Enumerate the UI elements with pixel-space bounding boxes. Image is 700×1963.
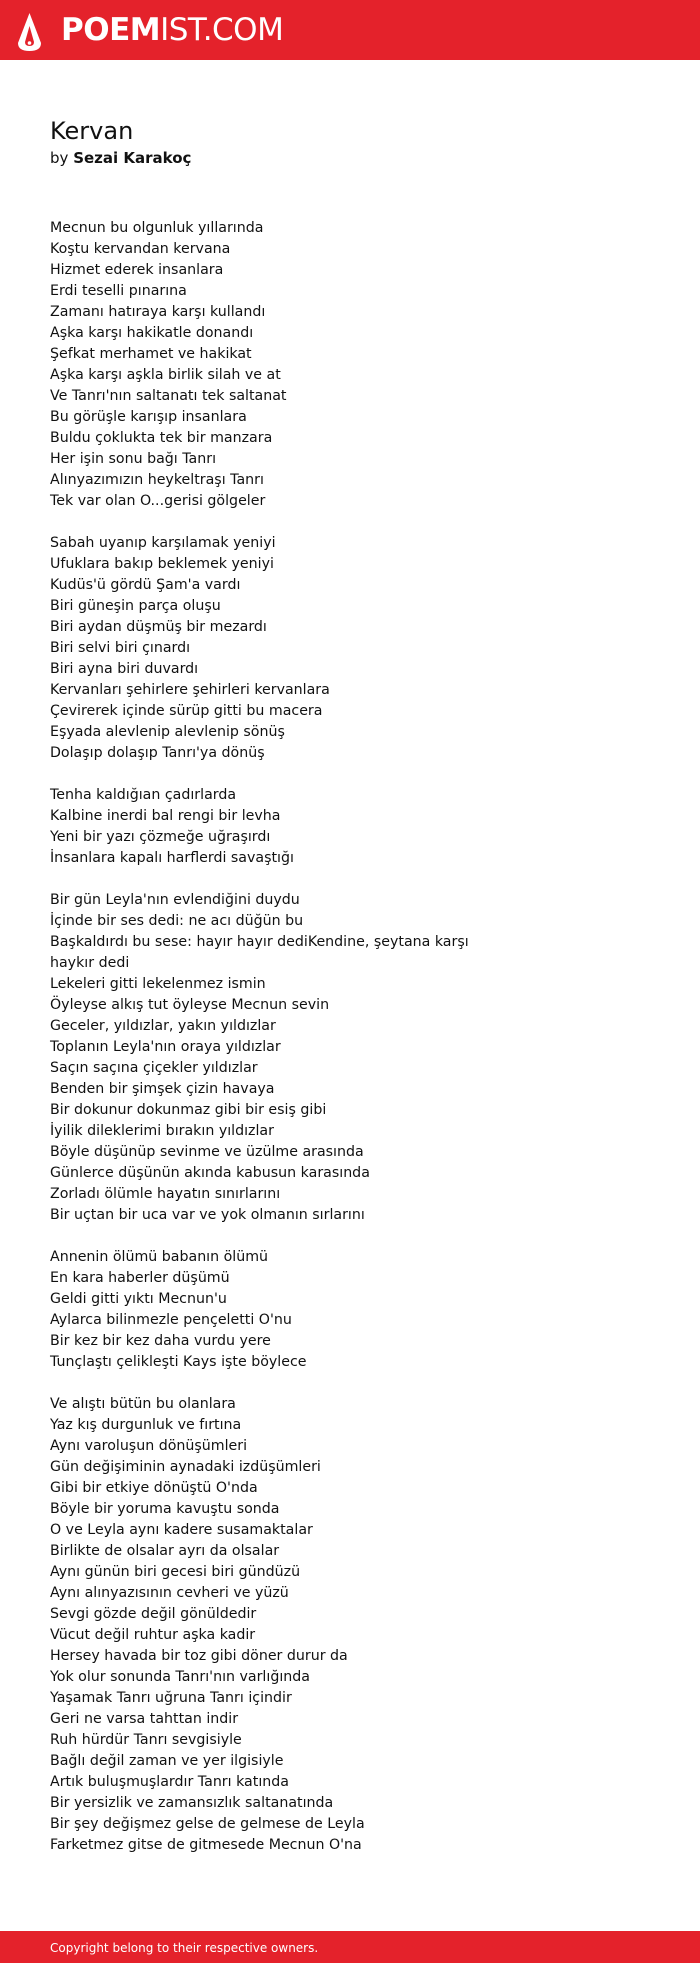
poem-stanza <box>50 785 510 869</box>
poem-line: Lekeleri gitti lekelenmez ismin <box>50 976 266 992</box>
poem-line: Kalbine inerdi bal rengi bir levha <box>50 808 281 824</box>
poem-line: Aylarca bilinmezle pençeletti O'nu <box>50 1312 292 1328</box>
author-name: Sezai Karakoç <box>73 149 192 167</box>
site-footer <box>0 1931 700 1963</box>
poem-line: Zorladı ölümle hayatın sınırlarını <box>50 1186 281 1202</box>
poem-line: Yeni bir yazı çözmeğe uğraşırdı <box>50 829 271 845</box>
poem-line: Günlerce düşünün akında kabusun karasında <box>50 1165 370 1181</box>
poem-line: Aynı günün biri gecesi biri gündüzü <box>50 1564 301 1580</box>
copyright-text: Copyright belong to their respective owners. <box>50 1941 319 1955</box>
poem-line: Biri aydan düşmüş bir mezardı <box>50 619 267 635</box>
poem-line: Aynı alınyazısının cevheri ve yüzü <box>50 1585 289 1601</box>
poem-line: En kara haberler düşümü <box>50 1270 230 1286</box>
logo-bold: POEM <box>61 12 161 48</box>
poem-line: Şefkat merhamet ve hakikat <box>50 346 252 362</box>
poem-stanza <box>50 218 510 512</box>
poem-line: İnsanlara kapalı harflerdi savaştığı <box>50 850 294 866</box>
poem-line: Her işin sonu bağı Tanrı <box>50 451 217 467</box>
poem-line: Zamanı hatıraya karşı kullandı <box>50 304 266 320</box>
poem-line: Gibi bir etkiye dönüştü O'nda <box>50 1480 258 1496</box>
poem-line: İçinde bir ses dedi: ne acı düğün bu <box>50 913 304 929</box>
poem-stanza <box>50 1394 510 1856</box>
poem-line: Annenin ölümü babanın ölümü <box>50 1249 269 1265</box>
poem-line: Aşka karşı hakikatle donandı <box>50 325 254 341</box>
poem-line: Geri ne varsa tahttan indir <box>50 1711 239 1727</box>
poem-line: Tek var olan O...gerisi gölgeler <box>50 493 266 509</box>
poem-line: O ve Leyla aynı kadere susamaktalar <box>50 1522 313 1538</box>
poem-line: Biri ayna biri duvardı <box>50 661 199 677</box>
poem-line: Ruh hürdür Tanrı sevgisiyle <box>50 1732 242 1748</box>
poem-line: Saçın saçına çiçekler yıldızlar <box>50 1060 258 1076</box>
poem-line: Ve Tanrı'nın saltanatı tek saltanat <box>50 388 287 404</box>
poem-line: Yaşamak Tanrı uğruna Tanrı içindir <box>50 1690 292 1706</box>
poem-line: Gün değişiminin aynadaki izdüşümleri <box>50 1459 321 1475</box>
poem-line: Aşka karşı aşkla birlik silah ve at <box>50 367 281 383</box>
poem-title: Kervan <box>50 117 134 145</box>
poem-line: Toplanın Leyla'nın oraya yıldızlar <box>50 1039 281 1055</box>
poem-line: Eşyada alevlenip alevlenip sönüş <box>50 724 285 740</box>
poem-line: Bir şey değişmez gelse de gelmese de Leyla <box>50 1816 365 1832</box>
poem-line: Dolaşıp dolaşıp Tanrı'ya dönüş <box>50 745 265 761</box>
poem-line: Başkaldırdı bu sese: hayır hayır dediKendine, şeytana karşı haykır dedi <box>50 934 469 971</box>
poem-line: Vücut değil ruhtur aşka kadir <box>50 1627 256 1643</box>
poem-body <box>50 218 510 1877</box>
poem-line: Geceler, yıldızlar, yakın yıldızlar <box>50 1018 276 1034</box>
site-header <box>0 0 700 60</box>
byline <box>50 147 191 169</box>
by-label: by <box>50 149 69 167</box>
poem-line: Bağlı değil zaman ve yer ilgisiyle <box>50 1753 284 1769</box>
poem-line: Bir kez bir kez daha vurdu yere <box>50 1333 271 1349</box>
poem-stanza <box>50 533 510 764</box>
poem-stanza <box>50 890 510 1226</box>
poem-line: Öyleyse alkış tut öyleyse Mecnun sevin <box>50 997 330 1013</box>
poem-line: Buldu çoklukta tek bir manzara <box>50 430 273 446</box>
poem-line: Birlikte de olsalar ayrı da olsalar <box>50 1543 280 1559</box>
poem-line: Tenha kaldığıan çadırlarda <box>50 787 237 803</box>
poem-line: Yaz kış durgunluk ve fırtına <box>50 1417 242 1433</box>
poem-stanza <box>50 1247 510 1373</box>
poem-line: Bir yersizlik ve zamansızlık saltanatında <box>50 1795 334 1811</box>
poem-line: Böyle bir yoruma kavuştu sonda <box>50 1501 280 1517</box>
logo-light: IST.COM <box>160 12 284 48</box>
poem-line: Biri selvi biri çınardı <box>50 640 191 656</box>
poem-line: Hizmet ederek insanlara <box>50 262 224 278</box>
poem-line: Alınyazımızın heykeltraşı Tanrı <box>50 472 264 488</box>
poem-line: Farketmez gitse de gitmesede Mecnun O'na <box>50 1837 362 1853</box>
pen-nib-icon[interactable] <box>17 12 42 52</box>
poem-line: Sabah uyanıp karşılamak yeniyi <box>50 535 276 551</box>
poem-line: Bir dokunur dokunmaz gibi bir esiş gibi <box>50 1102 327 1118</box>
poem-line: Erdi teselli pınarına <box>50 283 187 299</box>
poem-line: Ufuklara bakıp beklemek yeniyi <box>50 556 274 572</box>
poem-line: Benden bir şimşek çizin havaya <box>50 1081 275 1097</box>
poem-line: Bir uçtan bir uca var ve yok olmanın sırlarını <box>50 1207 365 1223</box>
poem-line: Mecnun bu olgunluk yıllarında <box>50 220 264 236</box>
poem-line: Hersey havada bir toz gibi döner durur da <box>50 1648 348 1664</box>
poem-line: Tunçlaştı çelikleşti Kays işte böylece <box>50 1354 307 1370</box>
poem-line: Koştu kervandan kervana <box>50 241 231 257</box>
poem-line: Kervanları şehirlere şehirleri kervanlara <box>50 682 330 698</box>
poem-line: Geldi gitti yıktı Mecnun'u <box>50 1291 227 1307</box>
poem-line: Yok olur sonunda Tanrı'nın varlığında <box>50 1669 310 1685</box>
poem-line: Bu görüşle karışıp insanlara <box>50 409 247 425</box>
poem-line: Ve alıştı bütün bu olanlara <box>50 1396 236 1412</box>
poem-line: İyilik dileklerimi bırakın yıldızlar <box>50 1123 274 1139</box>
poem-line: Artık buluşmuşlardır Tanrı katında <box>50 1774 289 1790</box>
poem-line: Sevgi gözde değil gönüldedir <box>50 1606 257 1622</box>
poem-line: Kudüs'ü gördü Şam'a vardı <box>50 577 241 593</box>
poem-line: Çevirerek içinde sürüp gitti bu macera <box>50 703 323 719</box>
poem-line: Biri güneşin parça oluşu <box>50 598 221 614</box>
poem-line: Aynı varoluşun dönüşümleri <box>50 1438 248 1454</box>
site-logo[interactable] <box>61 11 283 49</box>
poem-line: Böyle düşünüp sevinme ve üzülme arasında <box>50 1144 364 1160</box>
poem-line: Bir gün Leyla'nın evlendiğini duydu <box>50 892 300 908</box>
